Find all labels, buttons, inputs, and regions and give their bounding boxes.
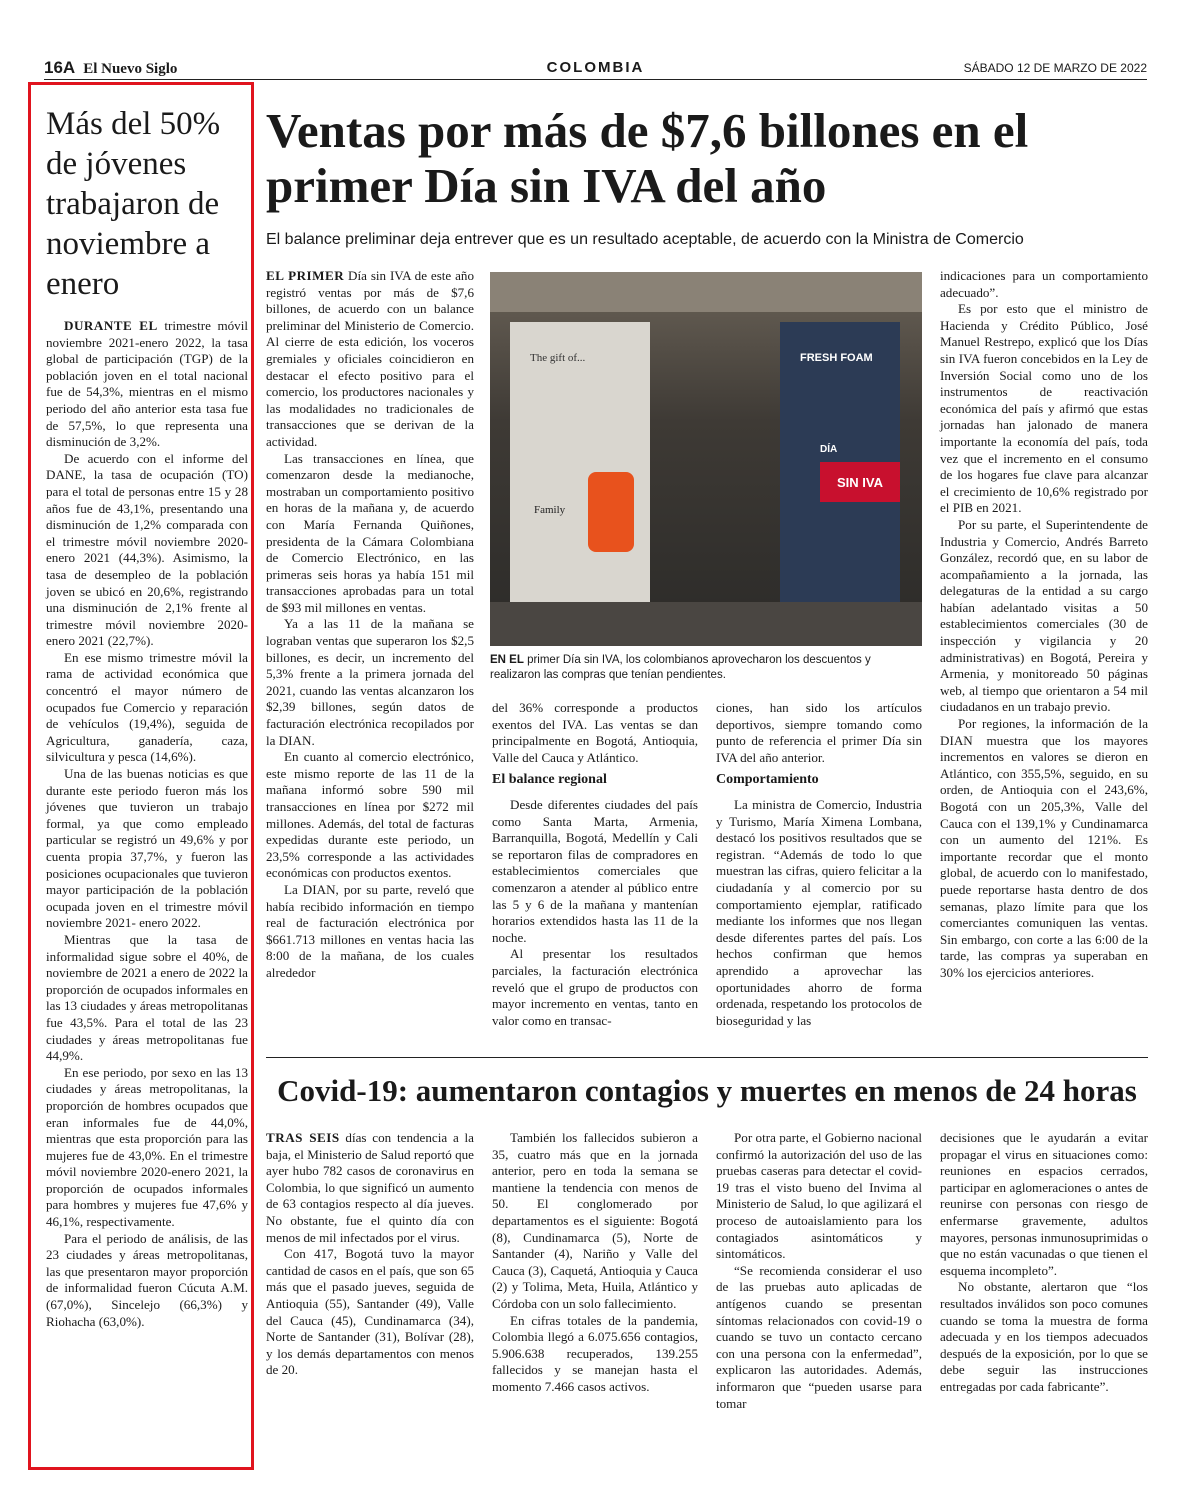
paragraph: “Se recomienda considerar el uso de las pruebas auto aplicadas de antígenos cuando se presentan síntomas relacionados con covid-19 o cuando se tuvo un contacto cercano con una persona con la enfermedad”, explicaron las autoridades. Además, informaron que “pueden usarse para tomar — [716, 1262, 922, 1411]
paragraph: Por su parte, el Superintendente de Industria y Comercio, Andrés Barreto González, recordó que, en su labor de acompañamiento a la jornada, las delegaturas de la entidad a su cargo habían adelantado visitas a 50 establecimientos comerciales (30 de inspección y vigilancia y 20 administrativas) en Bogotá, Pereira y Armenia, y monitoreado 50 páginas web, al tiempo que orientaron a 54 mil ciudadanos en un trabajo previo. — [940, 516, 1148, 715]
photo-sign-family: Family — [534, 504, 566, 516]
paragraph: Por otra parte, el Gobierno nacional confirmó la autorización del uso de las pruebas caseras para detectar el covid-19 tras el visto bueno del Invima al Ministerio de Salud, lo que agilizará el proceso de autoaislamiento para los contagiados asintomáticos y sintomáticos. — [716, 1130, 922, 1262]
paragraph: Por regiones, la información de la DIAN muestra que los mayores incrementos en valores se dieron en Atlántico, con 355,5%, seguido, en su orden, de Antioquia con el 243,6%, Bogotá con un 205,3%, Valle del Cauca con el 139,1% y Cundinamarca con un aumento del 121%. Es importante recordar que el monto global, de acuerdo con lo manifestado, puede reportarse hasta dentro de dos semanas, plazo límite para que los comerciantes comuniquen las ventas. Sin embargo, con corte a las 6:00 de la tarde, las compras ya superaban en 30% los ejercicios anteriores. — [940, 716, 1148, 980]
paragraph: decisiones que le ayudarán a evitar propagar el virus en situaciones como: reuniones en espacios cerrados, participar en aglomeraciones o antes de reunirse con personas con riesgo de enfermarse gravemente, adultos mayores, personas inmunosuprimidas o que no están vacunadas o que tienen el esquema incompleto”. — [940, 1130, 1148, 1278]
paragraph: En ese mismo trimestre móvil la rama de actividad económica que concentró el mayor número de ocupados fue Comercio y reparación de vehículos (19,4%), seguida de Agricultura, ganadería, caza, silvicultura y pesca (14,6%). — [46, 649, 248, 765]
lead-caps: DURANTE EL — [64, 318, 158, 333]
sidebar-headline: Más del 50% de jóvenes trabajaron de noviembre a enero — [46, 106, 221, 302]
photo-sign-fresh-foam: FRESH FOAM — [800, 352, 873, 364]
main-subheadline: El balance preliminar deja entrever que es un resultado aceptable, de acuerdo con la Ministra de Comercio — [266, 231, 1024, 248]
covid-column-3 — [716, 1130, 922, 1412]
covid-headline: Covid-19: aumentaron contagios y muertes en menos de 24 horas — [277, 1073, 1137, 1108]
covid-lead-paragraph: TRAS SEIS días con tendencia a la baja, el Ministerio de Salud reportó que ayer hubo 782 casos de coronavirus en Colombia, lo que significó un aumento de 63 contagios respecto al día jueves. No obstante, fue el quinto día con menos de mil infectados por el virus. — [266, 1130, 474, 1245]
covid-column-2 — [492, 1130, 698, 1396]
sidebar-lead-paragraph: DURANTE EL trimestre móvil noviembre 2021-enero 2022, la tasa global de participación (TGP) de la población joven en el total nacional fue de 54,3%, mientras en el mismo periodo del año anterior esta tasa fue de 57,5%, lo que representa una disminución de 3,2%. — [46, 318, 248, 450]
paragraph: ciones, han sido los artículos deportivos, siempre tomando como punto de referencia el primer Día sin IVA del año anterior. — [716, 700, 922, 765]
header-divider — [44, 79, 1147, 80]
photo-sign-dia: DÍA — [820, 444, 838, 455]
paragraph: Con 417, Bogotá tuvo la mayor cantidad de casos en el país, que son 65 más que el pasado jueves, seguida de Antioquia (55), Santander (49), Valle del Cauca (45), Cundinamarca (34), Norte de Santander (31), Bolívar (28), y los demás departamentos con menos de 20. — [266, 1246, 474, 1378]
paragraph: Es por esto que el ministro de Hacienda y Crédito Público, José Manuel Restrepo, explicó que los Días sin IVA fueron concebidos en la Ley de Inversión Social como uno de los instrumentos de reactivación económica del país y afirmó que estas jornadas han jalonado de manera importante la economía del país, toda vez que el incremento en el consumo de los hogares fue clave para alcanzar el crecimiento de 10,6% registrado por el PIB en 2021. — [940, 301, 1148, 516]
covid-column-4 — [940, 1130, 1148, 1396]
paragraph: indicaciones para un comportamiento adecuado”. — [940, 268, 1148, 300]
store-photo — [490, 272, 922, 646]
paragraph: La DIAN, por su parte, reveló que había recibido información en tiempo real de facturación electrónica por $661.713 millones en ventas hacia las 8:00 de la mañana, de los cuales alrededor — [266, 881, 474, 980]
paragraph: Mientras que la tasa de informalidad sigue sobre el 40%, de noviembre de 2021 a enero de 2022 la proporción de ocupados informales en las 13 ciudades y áreas metropolitanas fue 43,5%. Para el total de las 23 ciudades y áreas metropolitanas fue 44,9%. — [46, 931, 248, 1064]
page-number: 16A — [44, 58, 76, 77]
paragraph: La ministra de Comercio, Industria y Turismo, María Ximena Lombana, destacó los positivos resultados que se registran. “Además de todo lo que muestran las cifras, quiero felicitar a la ciudadanía y al comercio por su comportamiento ejemplar, ratificado mediante los informes que nos llegan desde diferentes partes del país. Los hechos confirman que hemos aprendido a aprovechar las oportunidades ahorro de forma ordenada, respetando los protocolos de bioseguridad y las — [716, 796, 922, 1028]
paragraph: Desde diferentes ciudades del país como Santa Marta, Armenia, Barranquilla, Bogotá, Medellín y Cali se reportaron filas de compradores en establecimientos comerciales que comenzaron a atender al público entre las 5 y 6 de la mañana y mantenían horarios extendidos hasta las 11 de la noche. — [492, 796, 698, 945]
main-headline: Ventas por más de $7,6 billones en el primer Día sin IVA del año — [266, 103, 1029, 213]
sidebar-article-body — [46, 318, 248, 1330]
subheading-balance-regional: El balance regional — [492, 772, 607, 788]
paragraph: En cifras totales de la pandemia, Colombia llegó a 6.075.656 contagios, 5.906.638 recuperados, 139.255 fallecidos y se manejan hasta el momento 7.466 casos activos. — [492, 1312, 698, 1394]
photo-sign-gift: The gift of... — [530, 352, 586, 364]
main-column-1 — [266, 268, 474, 982]
paragraph: Ya a las 11 de la mañana se lograban ventas que superaron los $2,5 billones, es decir, un incremento del 5,3% frente a la primera jornada del 2021, cuando las ventas alcanzaron los $2,39 billones, según datos de facturación electrónica recopilados por la DIAN. — [266, 616, 474, 748]
subheading-comportamiento: Comportamiento — [716, 772, 819, 788]
sin-iva-banner: SIN IVA — [820, 462, 900, 502]
issue-date: SÁBADO 12 DE MARZO DE 2022 — [963, 61, 1147, 75]
section-name: COLOMBIA — [546, 59, 645, 76]
main-column-3 — [716, 700, 922, 1029]
article-divider — [266, 1057, 1148, 1058]
paragraph: También los fallecidos subieron a 35, cuatro más que en la jornada anterior, pero en toda la semana se mantiene la tendencia con menos de 50. El conglomerado por departamentos es el siguiente: Bogotá (8), Cundinamarca (5), Norte de Santander (4), Nariño y Valle del Cauca (3), Caquetá, Antioquia y Cauca (2) y Tolima, Meta, Huila, Atlántico y Córdoba con un solo fallecimiento. — [492, 1130, 698, 1311]
paragraph: De acuerdo con el informe del DANE, la tasa de ocupación (TO) para el total de personas entre 15 y 28 años fue de 43,1%, presentando una disminución de 1,2% comparada con el trimestre móvil noviembre 2020-enero 2021 (44,3%). Asimismo, la tasa de desempleo de la población joven se ubicó en 20,6%, registrando una disminución de 2,1% frente al trimestre móvil noviembre 2020-enero 2021 (22,7%). — [46, 450, 248, 649]
paragraph: Las transacciones en línea, que comenzaron desde la medianoche, mostraban un comportamiento positivo en horas de la mañana y, de acuerdo con María Fernanda Quiñones, presidenta de la Cámara Colombiana de Comercio Electrónico, en las primeras seis horas ya había 151 mil transacciones aprobadas para un total de $93 mil millones en ventas. — [266, 450, 474, 615]
paragraph: Para el periodo de análisis, de las 23 ciudades y áreas metropolitanas, las que presentaron mayor proporción de informalidad fueron Cúcuta A.M. (67,0%), Sincelejo (66,3%) y Riohacha (63,0%). — [46, 1230, 248, 1329]
paragraph: del 36% corresponde a productos exentos del IVA. Las ventas se dan principalmente en Bogotá, Antioquia, Valle del Cauca y Atlántico. — [492, 700, 698, 765]
paragraph: En ese periodo, por sexo en las 13 ciudades y áreas metropolitanas, la proporción de hombres ocupados que eran informales fue de 44,0%, mientras que esta proporción para las mujeres fue de 43,0%. En el trimestre móvil noviembre 2020-enero 2021, la proporción de ocupados informales para hombres y mujeres fue 47,6% y 46,1%, respectivamente. — [46, 1064, 248, 1230]
paragraph: Al presentar los resultados parciales, la facturación electrónica reveló que el grupo de productos con mayor incremento en ventas, tanto en valor como en transac- — [492, 946, 698, 1028]
newspaper-name: El Nuevo Siglo — [83, 61, 178, 77]
paragraph: En cuanto al comercio electrónico, este mismo reporte de las 11 de la mañana informó sobre 590 mil transacciones en línea por $272 mil millones. Además, del total de facturas expedidas durante este periodo, un 23,5% corresponde a las actividades económicas con productos exentos. — [266, 749, 474, 881]
main-lead-paragraph: EL PRIMER Día sin IVA de este año registró ventas por más de $7,6 billones, de acuerdo con un balance preliminar del Ministerio de Comercio. Al cierre de esta edición, los voceros gremiales y oficiales coincidieron en destacar el efecto positivo para el comercio, los productores nacionales y las modalidades no tradicionales de transacciones que se derivan de la actividad. — [266, 268, 474, 449]
paragraph: Una de las buenas noticias es que durante este periodo fueron más los jóvenes que tuvieron un trabajo formal, ya que como empleado particular se registró un 49,6% y por cuenta propia 37,7%, y fueron las posiciones ocupacionales que tuvieron mayor participación de la población ocupada joven en el trimestre móvil noviembre 2021- enero 2022. — [46, 766, 248, 931]
mannequin-jacket — [588, 472, 634, 552]
main-column-4 — [940, 268, 1148, 982]
main-column-2 — [492, 700, 698, 1029]
paragraph: No obstante, alertaron que “los resultados inválidos son poco comunes cuando se toma la muestra de forma adecuada y en los tiempos adecuados después de la exposición, por lo que se debe seguir las instrucciones entregadas por cada fabricante”. — [940, 1279, 1148, 1394]
photo-caption: EN EL primer Día sin IVA, los colombianos aprovecharon los descuentos y realizaron las compras que tenían pendientes. — [490, 654, 871, 681]
covid-column-1 — [266, 1130, 474, 1379]
